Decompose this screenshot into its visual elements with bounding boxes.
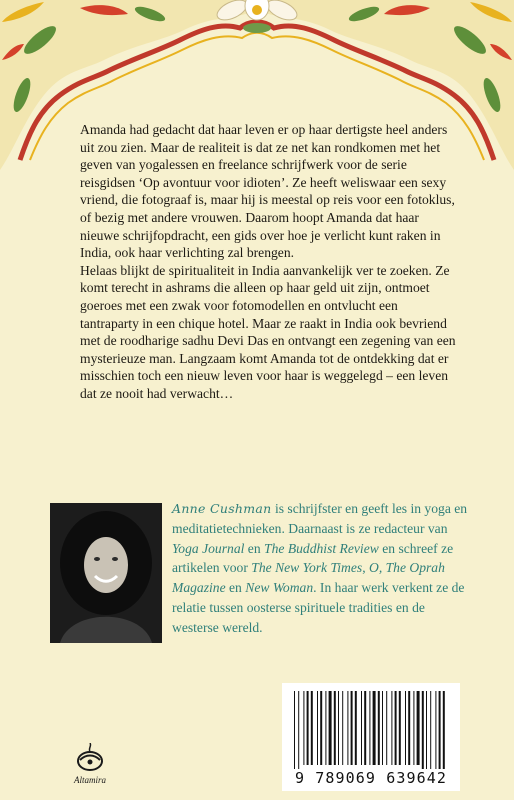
author-signature: Anne Cushman: [172, 501, 272, 516]
author-bio: Anne Cushman is schrijfster en geeft les in yoga en meditatietechnieken. Daarnaast is ze redacteur van Yoga Journal en The Buddhist Review en schreef ze artikelen voor The New York Times, O, The Oprah Magazine en New Woman. In haar werk verkent ze de relatie tussen oosterse spirituele tradities en de westerse wereld.: [172, 501, 468, 635]
publisher-logo: [66, 743, 114, 789]
blurb-paragraph-1: Amanda had gedacht dat haar leven er op haar dertigste heel anders uit zou zien. Maar de realiteit is dat ze net kan rondkomen met het geven van yogalessen en freelance schrijfwerk voor de serie reisgidsen ‘Op avontuur voor idioten’. Ze heeft weliswaar een sexy vriend, die fotograaf is, maar hij is meestal op reis voor een fotoklus, of bezig met andere vrouwen. Daarom hoopt Amanda dat haar nieuwe schrijfopdracht, een gids over hoe je verlicht kunt raken in India, ook haar verlichting zal brengen.: [80, 122, 455, 261]
isbn-barcode: [282, 683, 460, 791]
isbn-digits: 9 789069 639642: [295, 769, 447, 787]
publication-buddhist-review: The Buddhist Review: [264, 540, 379, 556]
publication-nyt: The New York Times: [251, 560, 363, 576]
author-photo: [50, 503, 162, 643]
publication-new-woman: New Woman: [245, 580, 314, 596]
publisher-name: Altamira: [73, 775, 106, 785]
barcode-bars: [282, 683, 460, 769]
blurb-paragraph-2: Helaas blijkt de spiritualiteit in India aanvankelijk ver te zoeken. Ze komt terecht in ashrams die alleen op haar geld uit zijn, ontmoet goeroes met een zwak voor fotomodellen en ontvlucht een tantraparty in een chique hotel. Maar ze raakt in India ook bevriend met de roodharige sadhu Devi Das en ontvangt een zegening van een mysterieuze man. Langzaam komt Amanda tot de ontdekking dat er misschien toch een nieuw leven voor haar is weggelegd – een leven dat ze nooit had verwacht…: [80, 262, 456, 401]
back-cover-blurb: [80, 121, 460, 403]
publication-yoga-journal: Yoga Journal: [172, 540, 245, 556]
publisher-lamp-icon: [66, 743, 114, 775]
publication-o-magazine: O, The Oprah Magazine: [172, 560, 445, 596]
